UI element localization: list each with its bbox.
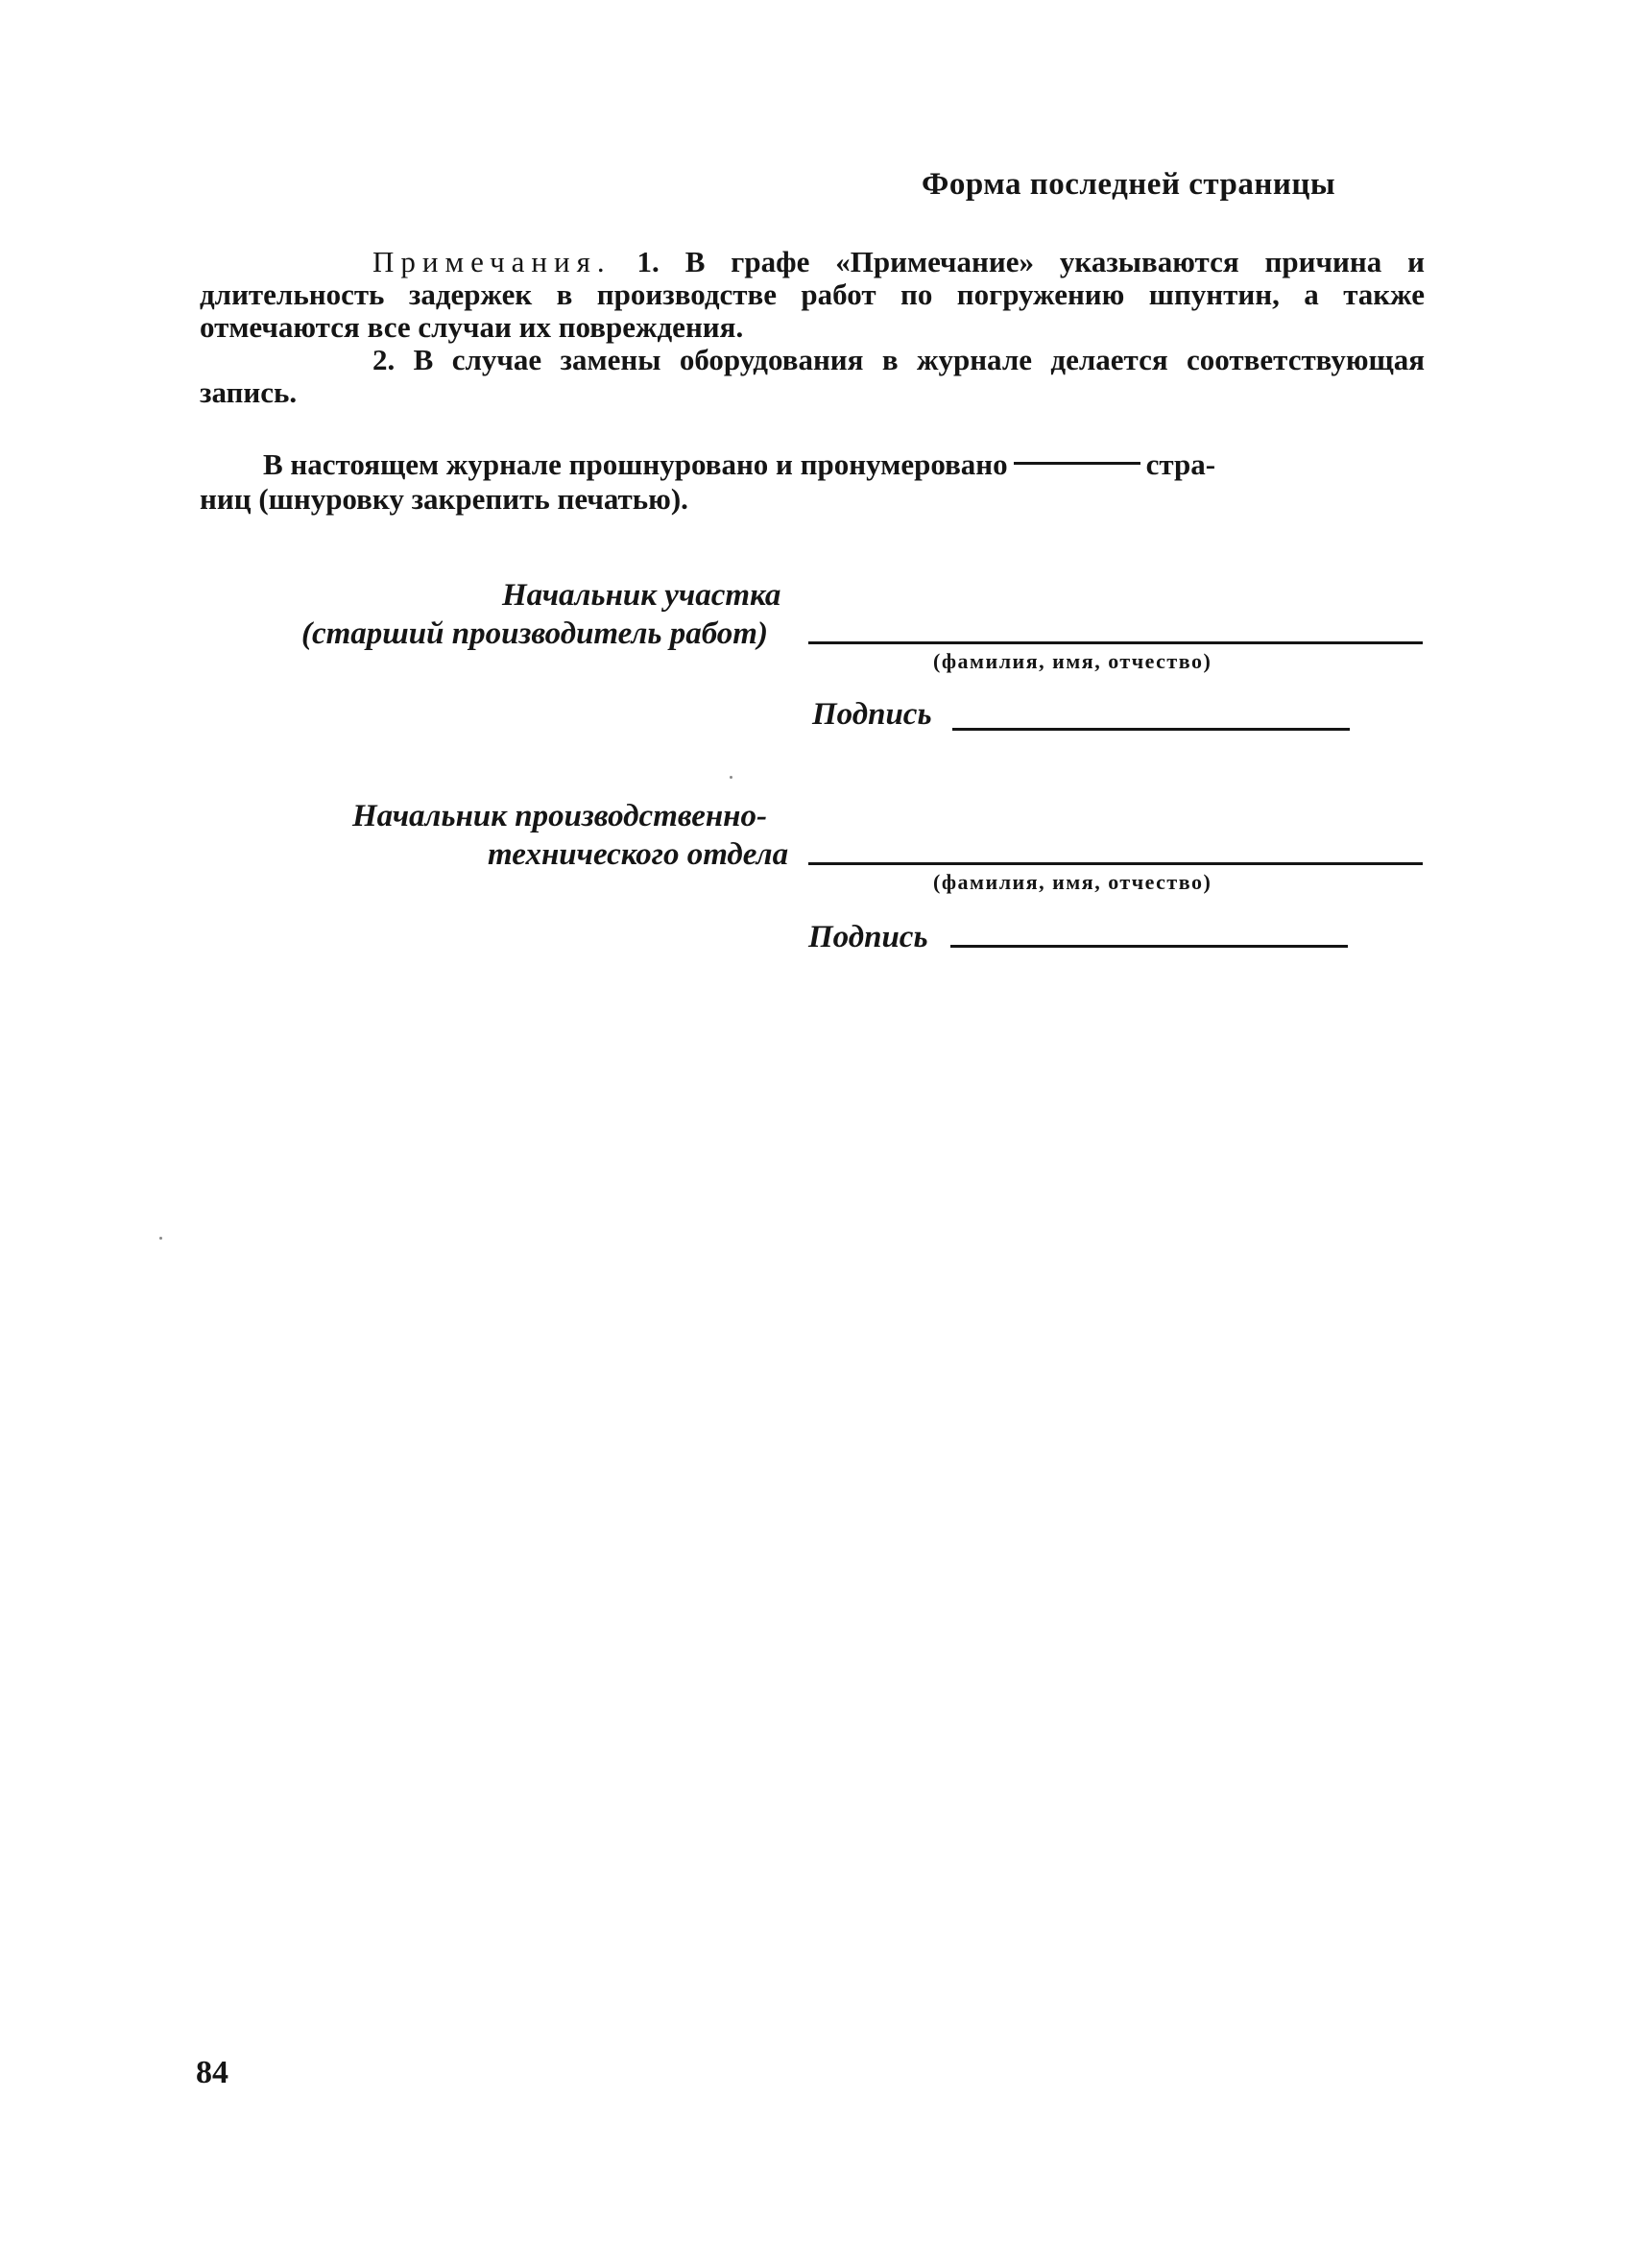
scan-speck [730, 776, 732, 779]
laced-statement [200, 447, 1425, 517]
page-number: 84 [196, 2055, 228, 2090]
signatory-2-title-line-2: технического отдела [488, 837, 789, 872]
signatory-2-signature-line [950, 945, 1348, 948]
scan-speck [159, 1237, 162, 1240]
signatory-2-title-line-1: Начальник производственно- [352, 799, 767, 833]
signatory-1-signature-line [952, 728, 1350, 731]
notes-label: Примечания. [372, 245, 612, 278]
signatory-1-title-line-1: Начальник участка [502, 578, 781, 613]
note-1-text: 1. В графе «Примечание» указываются причина и длительность задержек в производстве работ по погружению шпунтин, а также отмечаются все случаи их повреждения. [200, 245, 1426, 344]
note-2: 2. В случае замены оборудования в журнале делается соответствующая запись. [200, 343, 1425, 409]
signatory-1-title-line-2: (старший производитель работ) [301, 616, 768, 651]
page-heading: Форма последней страницы [922, 167, 1336, 202]
laced-statement-part-1: В настоящем журнале прошнуровано и пронумеровано [263, 447, 1008, 481]
signatory-2-name-caption: (фамилия, имя, отчество) [933, 870, 1212, 894]
page-count-blank [1014, 462, 1140, 465]
laced-statement-part-3: ниц (шнуровку закрепить печатью). [200, 482, 688, 516]
note-1 [200, 246, 1425, 344]
signatory-1-name-caption: (фамилия, имя, отчество) [933, 649, 1212, 673]
notes-block [200, 246, 1425, 409]
signatory-1-signature-label: Подпись [812, 697, 932, 732]
signatory-2-name-line [808, 862, 1423, 865]
laced-statement-part-2: стра- [1145, 447, 1216, 481]
signatory-2-signature-label: Подпись [808, 920, 928, 954]
signatory-1-name-line [808, 641, 1423, 644]
laced-statement-line-1 [200, 447, 1425, 482]
